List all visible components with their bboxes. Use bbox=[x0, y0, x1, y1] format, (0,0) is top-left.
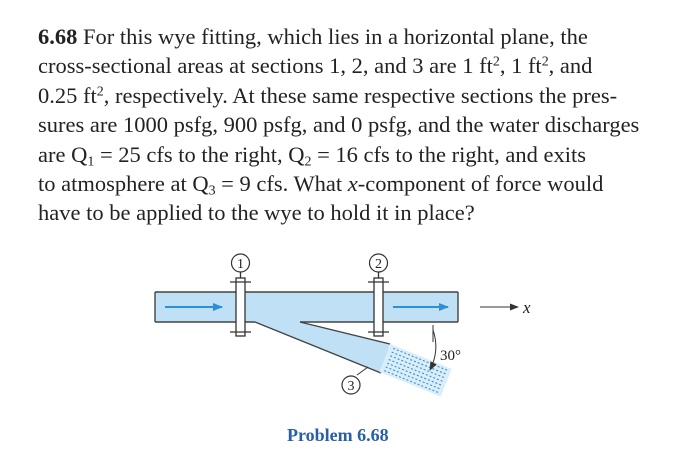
problem-number: 6.68 bbox=[38, 24, 78, 49]
problem-line-7: have to be applied to the wye to hold it in place? bbox=[38, 200, 475, 226]
problem-line-2b: , 1 ft bbox=[499, 53, 542, 79]
problem-line-5c: = 16 cfs to the right, and exits bbox=[311, 141, 586, 167]
problem-line-3b: , respectively. At these same respective sections the pres- bbox=[103, 82, 618, 108]
variable-x: x bbox=[347, 171, 358, 197]
problem-line-2a: cross-sectional areas at sections 1, 2, and 3 are 1 ft bbox=[38, 53, 493, 79]
exponent: 2 bbox=[96, 84, 104, 100]
exponent: 2 bbox=[492, 54, 500, 70]
problem-line-5b: = 25 cfs to the right, Q bbox=[94, 141, 305, 167]
problem-line-3a: 0.25 ft bbox=[38, 82, 97, 108]
subscript: 1 bbox=[87, 154, 95, 170]
angle-label: 30° bbox=[440, 348, 461, 364]
section-3-label: 3 bbox=[347, 379, 355, 394]
exponent: 2 bbox=[541, 54, 549, 70]
subscript: 3 bbox=[208, 183, 216, 199]
problem-line-4: sures are 1000 psfg, 900 psfg, and 0 psfg, and the water discharges bbox=[38, 112, 640, 138]
section-1-label: 1 bbox=[237, 257, 244, 272]
problem-line-2c: , and bbox=[548, 53, 593, 79]
section-3-leader bbox=[357, 367, 368, 375]
problem-line-5a: are Q bbox=[38, 141, 88, 167]
problem-line-1: For this wye fitting, which lies in a horizontal plane, the bbox=[83, 24, 588, 49]
subscript: 2 bbox=[304, 154, 312, 170]
problem-line-6a: to atmosphere at Q bbox=[38, 171, 209, 197]
section-2-label: 2 bbox=[375, 257, 382, 272]
problem-line-6d: -component of force would bbox=[357, 171, 604, 197]
problem-line-6b: = 9 cfs. What bbox=[215, 171, 348, 197]
figure-caption: Problem 6.68 bbox=[287, 425, 389, 445]
x-axis-label: x bbox=[523, 298, 531, 317]
